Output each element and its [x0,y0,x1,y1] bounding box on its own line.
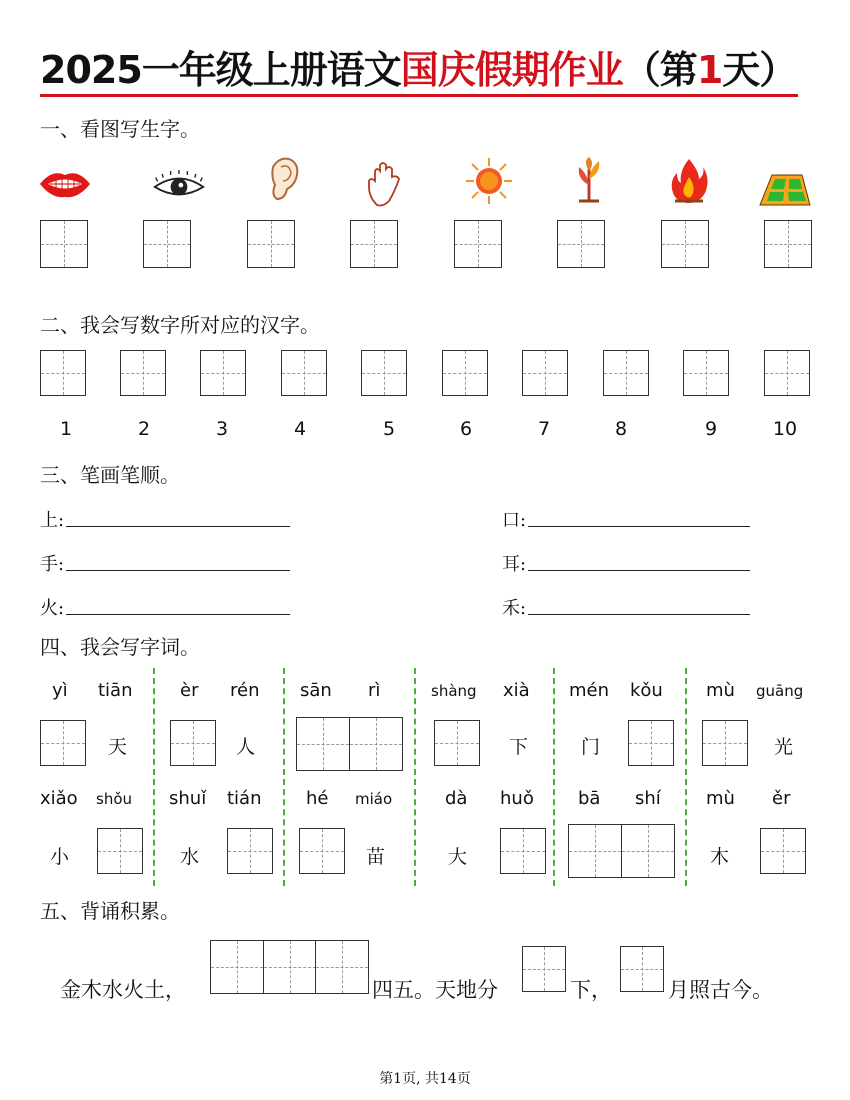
writing-box[interactable] [764,220,812,268]
given-char: 大 [448,846,468,868]
section-1-heading: 一、看图写生字。 [40,117,200,141]
title-paren-close: ） [759,48,797,92]
writing-box[interactable] [227,828,273,874]
writing-box[interactable] [350,220,398,268]
section-3-heading: 三、笔画笔顺。 [40,463,180,487]
pinyin: sān [300,680,332,701]
ear-icon [258,154,312,206]
pinyin: tiān [98,680,133,701]
field-icon [758,172,812,208]
column-divider [685,668,687,886]
answer-line[interactable] [66,526,290,527]
pinyin: mén [569,680,610,701]
pinyin: shǒu [96,790,133,808]
writing-box[interactable] [603,350,649,396]
given-char: 木 [710,846,730,868]
writing-box[interactable] [200,350,246,396]
pinyin: xià [503,680,530,701]
hand-icon [358,160,412,208]
writing-box-pair [568,824,675,878]
pinyin: mù [706,680,735,701]
fire-icon [662,156,716,206]
given-char: 门 [581,736,601,758]
writing-box[interactable] [434,720,480,766]
writing-box[interactable] [361,350,407,396]
stroke-label: 手: [40,554,65,575]
poem-text-1: 金木水火土， [60,978,186,1002]
title-underline [40,94,798,97]
writing-box[interactable] [210,940,264,994]
stroke-label: 禾: [502,598,527,619]
writing-box[interactable] [247,220,295,268]
given-char: 小 [50,846,70,868]
stroke-label: 上: [40,510,65,531]
answer-line[interactable] [66,614,290,615]
writing-box[interactable] [143,220,191,268]
pinyin: hé [306,788,329,809]
writing-box[interactable] [442,350,488,396]
page-footer: 第1页, 共14页 [379,1071,471,1087]
mouth-icon [38,164,92,204]
given-char: 水 [180,846,200,868]
answer-line[interactable] [528,570,750,571]
answer-line[interactable] [66,570,290,571]
title-paren-open: （ [622,48,660,92]
number-label: 6 [459,418,473,440]
pinyin: shí [635,788,661,809]
writing-box[interactable] [620,946,664,992]
given-char: 苗 [366,846,386,868]
writing-box[interactable] [628,720,674,766]
title-day-suffix: 天 [722,48,760,92]
given-char: 光 [774,736,794,758]
poem-text-3: 下， [570,978,612,1002]
writing-box[interactable] [40,220,88,268]
writing-box[interactable] [702,720,748,766]
page-title [40,48,796,92]
pinyin: tián [227,788,262,809]
writing-box[interactable] [522,946,566,992]
pinyin: bā [578,788,601,809]
title-main: 2025一年级上册语文 [40,48,401,92]
column-divider [553,668,555,886]
answer-line[interactable] [528,614,750,615]
writing-box[interactable] [500,828,546,874]
writing-box[interactable] [120,350,166,396]
poem-text-2: 四五。天地分 [372,978,498,1002]
writing-box[interactable] [349,717,403,771]
pinyin: huǒ [500,788,534,809]
number-label: 5 [382,418,396,440]
writing-box[interactable] [315,940,369,994]
number-label: 10 [772,418,798,440]
section-5-heading: 五、背诵积累。 [40,899,180,923]
number-label: 9 [704,418,718,440]
pinyin: ěr [772,788,791,809]
title-highlight: 国庆假期作业 [400,48,623,92]
pinyin: èr [180,680,199,701]
column-divider [153,668,155,886]
pinyin: guāng [756,682,804,700]
writing-box-pair [296,717,403,771]
writing-box[interactable] [281,350,327,396]
pinyin: yì [52,680,68,701]
number-label: 1 [59,418,73,440]
number-label: 8 [614,418,628,440]
writing-box[interactable] [263,940,317,994]
pinyin: xiǎo [40,788,78,809]
pinyin: shuǐ [169,788,207,809]
number-label: 4 [293,418,307,440]
writing-box[interactable] [454,220,502,268]
answer-line[interactable] [528,526,750,527]
writing-box[interactable] [661,220,709,268]
writing-box[interactable] [683,350,729,396]
writing-box[interactable] [170,720,216,766]
eye-icon [152,166,206,206]
writing-box[interactable] [299,828,345,874]
writing-box[interactable] [522,350,568,396]
pinyin: rén [230,680,260,701]
pinyin: shàng [431,682,477,700]
writing-box[interactable] [296,717,350,771]
sun-icon [462,156,516,206]
writing-box[interactable] [568,824,622,878]
section-2-heading: 二、我会写数字所对应的汉字。 [40,313,320,337]
writing-box[interactable] [557,220,605,268]
given-char: 天 [108,736,128,758]
column-divider [414,668,416,886]
pinyin: kǒu [630,680,663,701]
title-day-num: 1 [696,48,723,92]
number-label: 3 [215,418,229,440]
stroke-label: 火: [40,598,65,619]
given-char: 人 [236,736,256,758]
number-label: 7 [537,418,551,440]
seedling-icon [562,154,616,206]
pinyin: dà [445,788,468,809]
given-char: 下 [509,736,529,758]
pinyin: miáo [355,790,393,808]
number-label: 2 [137,418,151,440]
pinyin: mù [706,788,735,809]
pinyin: rì [368,680,381,701]
column-divider [283,668,285,886]
title-day-prefix: 第 [659,48,697,92]
stroke-label: 口: [502,510,527,531]
writing-box[interactable] [40,350,86,396]
poem-text-4: 月照古今。 [668,978,773,1002]
section-4-heading: 四、我会写字词。 [40,635,200,659]
writing-box[interactable] [40,720,86,766]
writing-box[interactable] [760,828,806,874]
writing-box[interactable] [764,350,810,396]
writing-box-group [210,940,369,994]
writing-box[interactable] [97,828,143,874]
writing-box[interactable] [621,824,675,878]
stroke-label: 耳: [502,554,527,575]
